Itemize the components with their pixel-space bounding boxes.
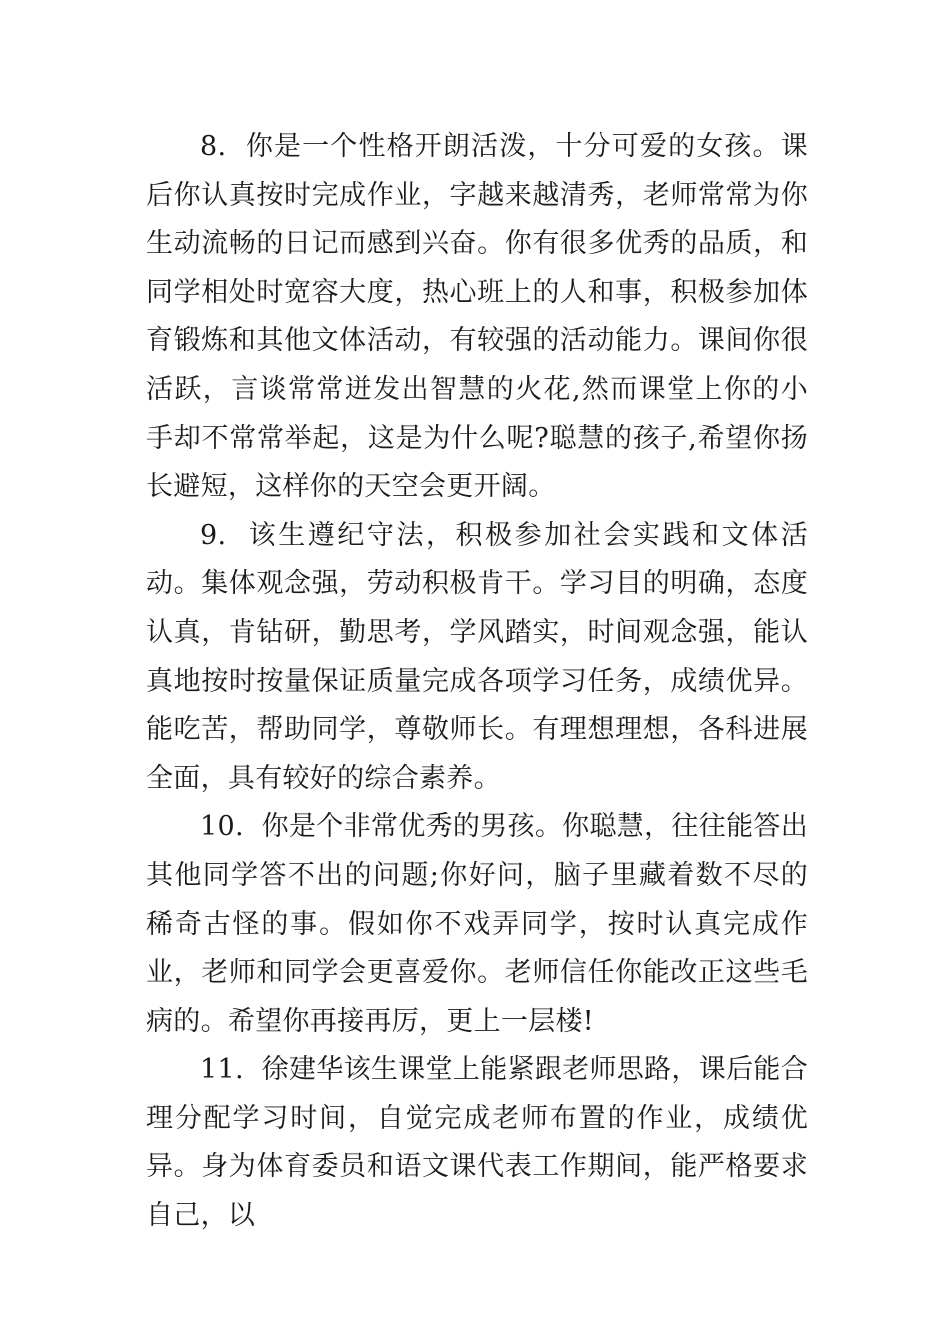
paragraph-text: 你是一个性格开朗活泼，十分可爱的女孩。课后你认真按时完成作业，字越来越清秀，老师常常为你生动流畅的日记而感到兴奋。你有很多优秀的品质，和同学相处时宽容大度，热心班上的人和事，积极参加体育锻炼和其他文体活动，有较强的活动能力。课间你很活跃，言谈常常迸发出智慧的火花,然而课堂上你的小手却不常常举起，这是为什么呢?聪慧的孩子,希望你扬长避短，这样你的天空会更开阔。 xyxy=(146,131,809,503)
comment-paragraph-8 xyxy=(146,123,808,512)
paragraph-number: 10. xyxy=(200,811,244,843)
comment-paragraph-10 xyxy=(146,803,808,1046)
paragraph-number: 9. xyxy=(200,519,227,551)
document-body xyxy=(146,123,808,1241)
comment-paragraph-9 xyxy=(146,512,808,804)
paragraph-number: 8. xyxy=(200,131,227,162)
paragraph-text: 徐建华该生课堂上能紧跟老师思路，课后能合理分配学习时间，自觉完成老师布置的作业，成绩优异。身为体育委员和语文课代表工作期间，能严格要求自己，以 xyxy=(146,1054,809,1232)
paragraph-text: 该生遵纪守法，积极参加社会实践和文体活动。集体观念强，劳动积极肯干。学习目的明确，态度认真，肯钻研，勤思考，学风踏实，时间观念强，能认真地按时按量保证质量完成各项学习任务，成绩优异。能吃苦，帮助同学，尊敬师长。有理想理想，各科进展全面，具有较好的综合素养。 xyxy=(146,519,808,794)
comment-paragraph-11 xyxy=(146,1046,808,1240)
paragraph-text: 你是个非常优秀的男孩。你聪慧，往往能答出其他同学答不出的问题;你好问，脑子里藏着数不尽的稀奇古怪的事。假如你不戏弄同学，按时认真完成作业，老师和同学会更喜爱你。老师信任你能改正这些毛病的。希望你再接再厉，更上一层楼! xyxy=(146,811,809,1037)
paragraph-number: 11. xyxy=(200,1054,244,1086)
